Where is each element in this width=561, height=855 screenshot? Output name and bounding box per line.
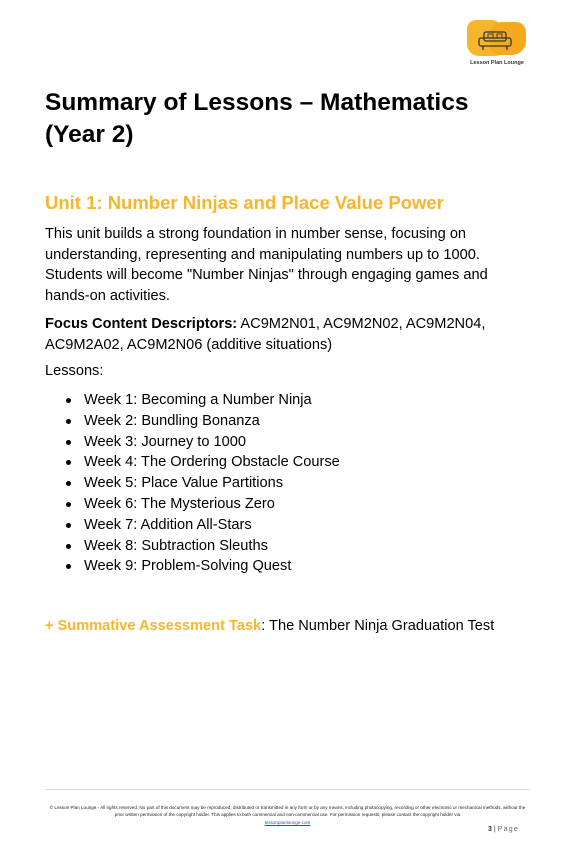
lessons-label: Lessons: xyxy=(45,363,104,379)
bullet-icon xyxy=(66,544,71,549)
page-word: Page xyxy=(497,826,520,833)
lessons-list xyxy=(45,390,340,577)
list-item xyxy=(45,494,340,515)
bullet-icon xyxy=(66,398,71,403)
lesson-week-1: Week 1: Becoming a Number Ninja xyxy=(84,392,312,408)
list-item xyxy=(45,536,340,557)
bullet-icon xyxy=(66,564,71,569)
bullet-icon xyxy=(66,460,71,465)
list-item xyxy=(45,473,340,494)
list-item xyxy=(45,556,340,577)
copyright-text: © Lesson Plan Lounge - All rights reserved. No part of this document may be reproduced, distributed or transmitted in any form or by any means, including photocopying, recording or other electronic or mechanical methods, without the prior written permission of the copyright holder. This applies to both commercial and non-commercial use. For permission requests, please contact the copyright holder via xyxy=(49,805,526,818)
bullet-icon xyxy=(66,419,71,424)
bullet-icon xyxy=(66,481,71,486)
list-item xyxy=(45,515,340,536)
summative-assessment xyxy=(45,616,494,636)
logo-text: Lesson Plan Lounge xyxy=(470,60,524,66)
page-number xyxy=(488,826,519,833)
list-item xyxy=(45,411,340,432)
list-item xyxy=(45,452,340,473)
list-item xyxy=(45,390,340,411)
sofa-icon xyxy=(475,29,515,53)
page-number-value: 3 xyxy=(488,826,492,833)
footer-copyright xyxy=(45,804,530,826)
summative-label: + Summative Assessment Task xyxy=(45,618,262,634)
footer-divider xyxy=(45,789,530,790)
bullet-icon xyxy=(66,502,71,507)
page-title: Summary of Lessons – Mathematics (Year 2) xyxy=(45,89,469,148)
lesson-week-4: Week 4: The Ordering Obstacle Course xyxy=(84,454,340,471)
focus-text: AC9M2N01, AC9M2N02, AC9M2N04, AC9M2A02, AC9M2N06 (additive situations) xyxy=(45,316,486,353)
lesson-week-3: Week 3: Journey to 1000 xyxy=(84,433,246,450)
bullet-icon xyxy=(66,440,71,445)
website-link[interactable]: lessonplanlounge.com xyxy=(264,819,311,825)
focus-descriptors xyxy=(45,314,515,355)
lesson-week-6: Week 6: The Mysterious Zero xyxy=(84,495,275,512)
bullet-icon xyxy=(66,523,71,528)
lesson-week-5: Week 5: Place Value Partitions xyxy=(84,475,284,492)
page-separator: | xyxy=(491,826,498,833)
list-item xyxy=(45,432,340,453)
lesson-week-8: Week 8: Subtraction Sleuths xyxy=(84,537,268,554)
lesson-week-7: Week 7: Addition All-Stars xyxy=(84,516,252,533)
unit-heading: Unit 1: Number Ninjas and Place Value Power xyxy=(45,192,444,213)
logo xyxy=(464,17,530,71)
focus-label: Focus Content Descriptors: xyxy=(45,316,238,332)
lesson-week-9: Week 9: Problem-Solving Quest xyxy=(84,558,292,575)
lesson-week-2: Week 2: Bundling Bonanza xyxy=(84,412,260,429)
summative-text: : The Number Ninja Graduation Test xyxy=(261,618,495,634)
unit-intro: This unit builds a strong foundation in number sense, focusing on understanding, representing and manipulating numbers up to 1000. Students will become "Number Ninjas" through engaging games and hands-on activities. xyxy=(45,226,488,304)
